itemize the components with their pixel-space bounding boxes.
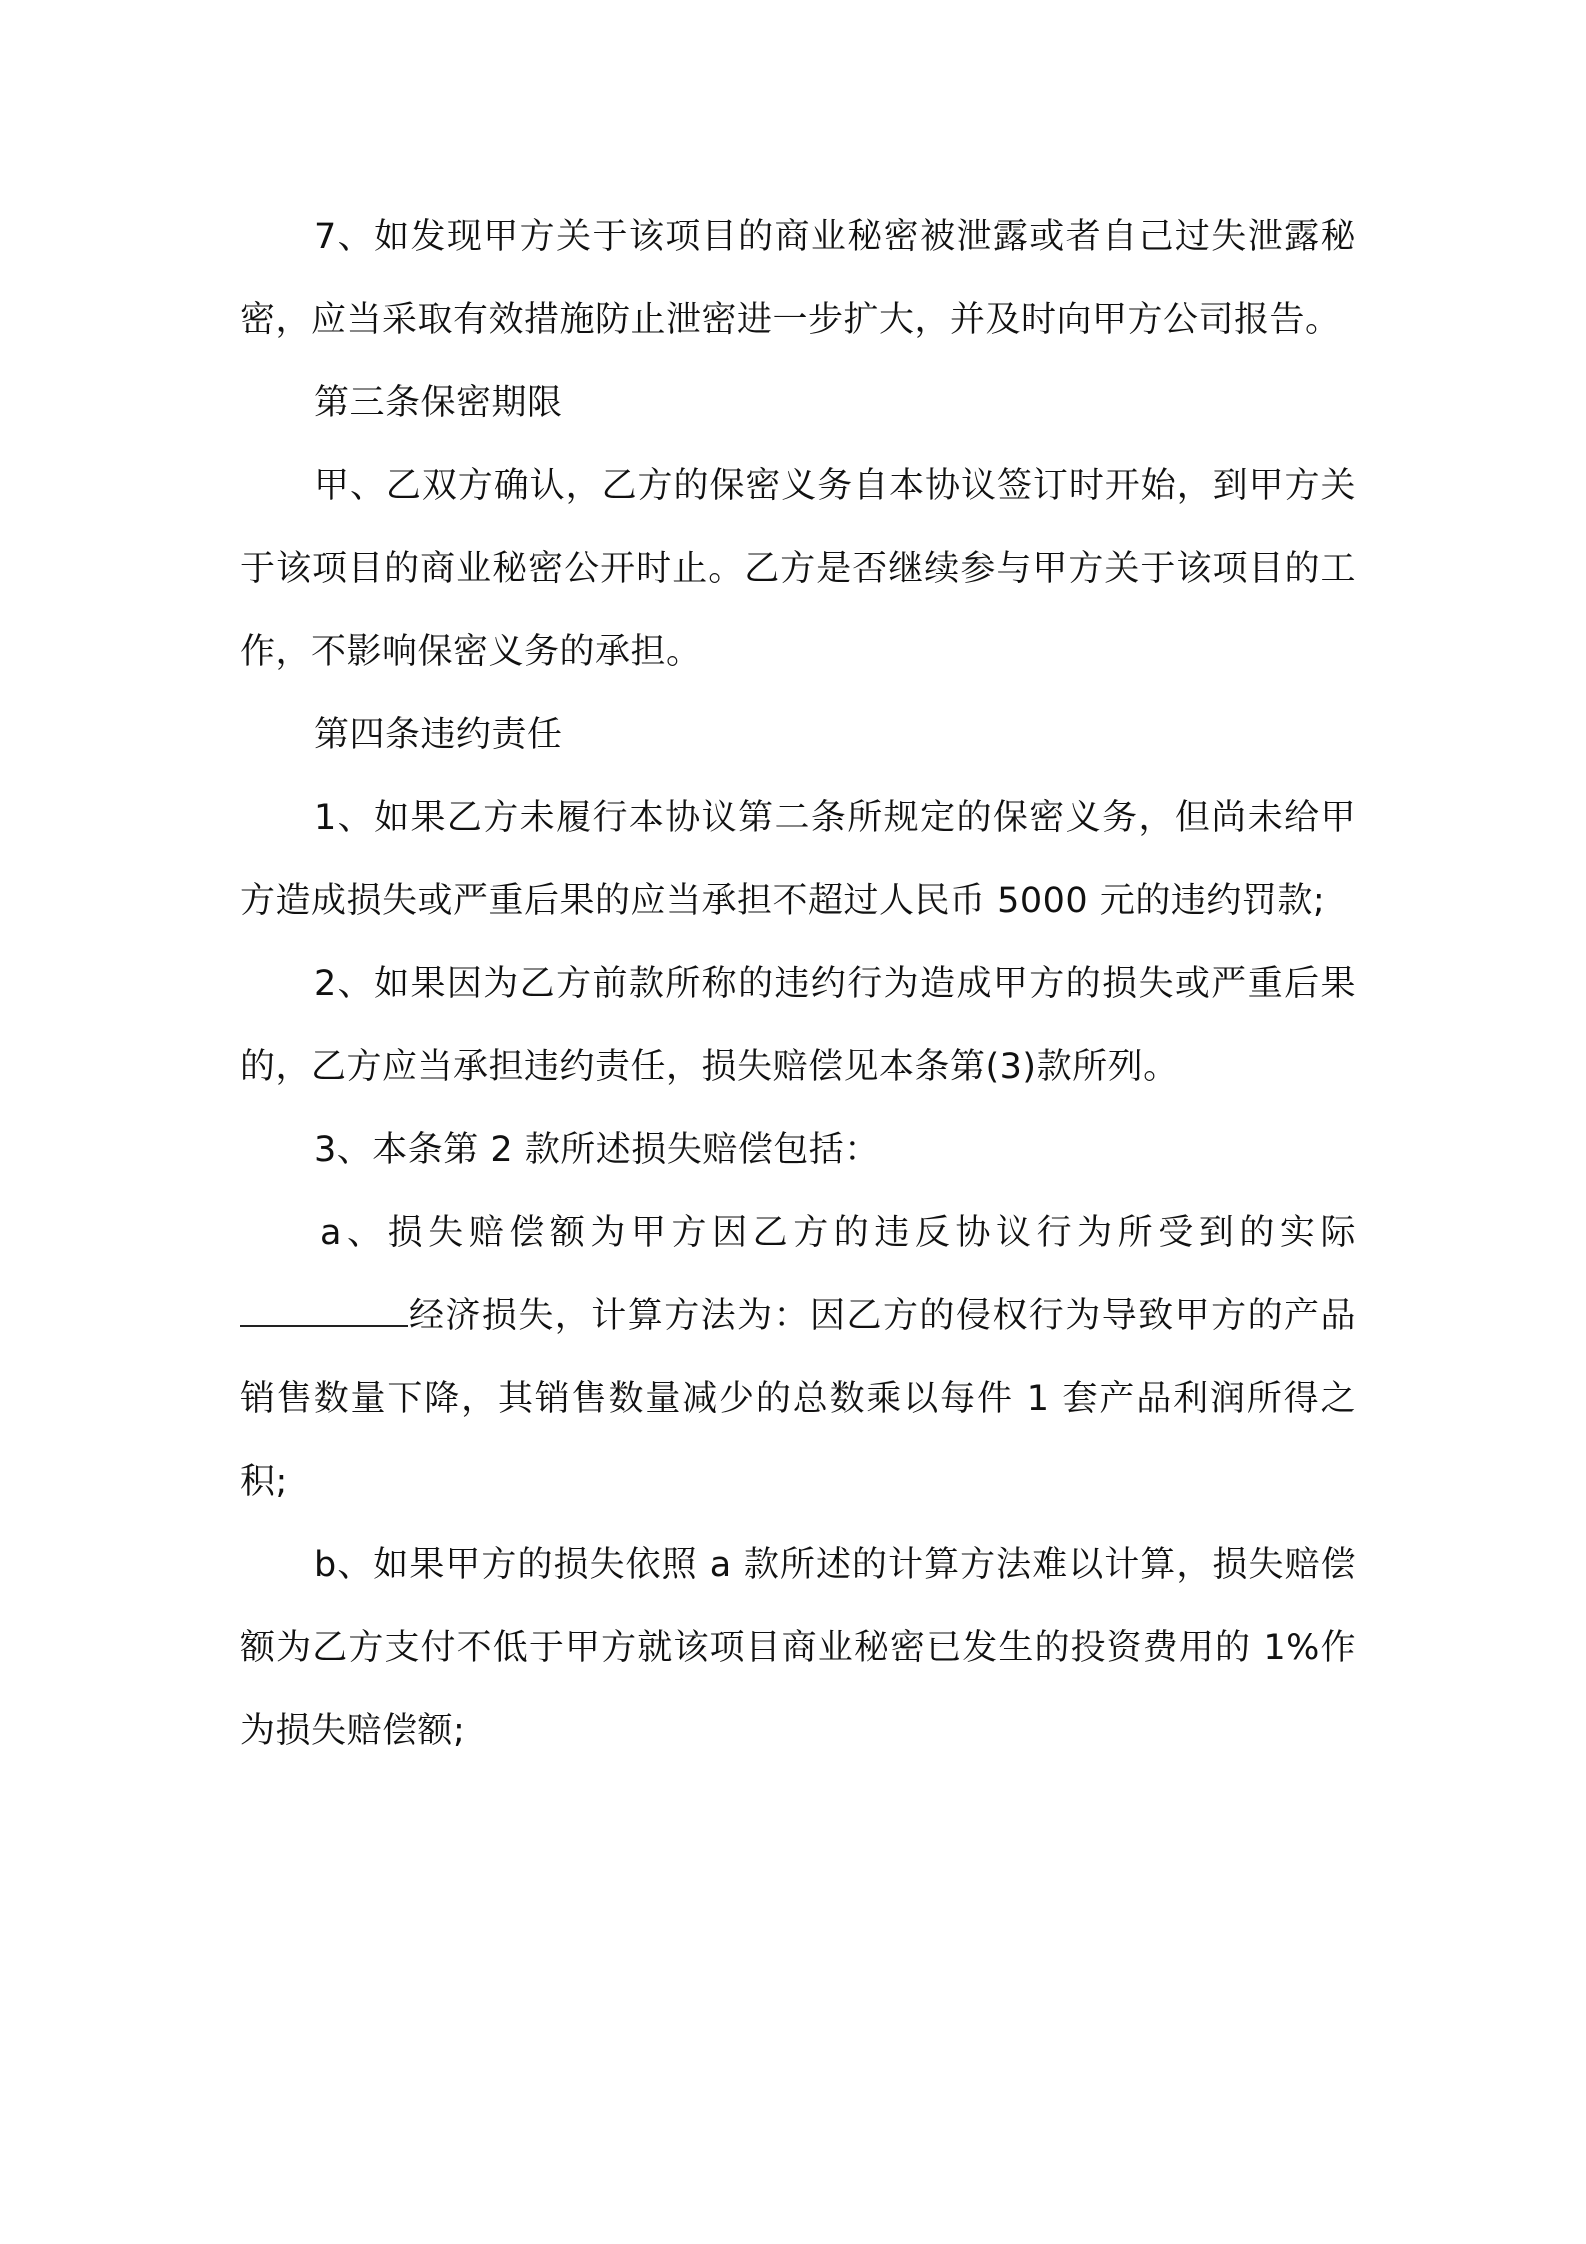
paragraph-breach-2: 2、如果因为乙方前款所称的违约行为造成甲方的损失或严重后果的，乙方应当承担违约责任，损失赔偿见本条第(3)款所列。	[240, 964, 1356, 1087]
clause-a-text: a、损失赔偿额为甲方因乙方的违反协议行为所受到的实际	[320, 1213, 1356, 1253]
paragraph-confidentiality-term: 甲、乙双方确认，乙方的保密义务自本协议签订时开始，到甲方关于该项目的商业秘密公开时止。乙方是否继续参与甲方关于该项目的工作，不影响保密义务的承担。	[240, 466, 1356, 672]
clause-a-continuation: 经济损失，计算方法为：因乙方的侵权行为导致甲方的产品销售数量下降，其销售数量减少的总数乘以每件 1 套产品利润所得之积;	[240, 1296, 1356, 1502]
fill-in-blank-line	[240, 1295, 408, 1327]
paragraph-breach-3: 3、本条第 2 款所述损失赔偿包括：	[314, 1130, 880, 1170]
paragraph-clause-b: b、如果甲方的损失依照 a 款所述的计算方法难以计算，损失赔偿额为乙方支付不低于甲方就该项目商业秘密已发生的投资费用的 1%作为损失赔偿额;	[240, 1545, 1356, 1751]
document-body	[240, 196, 1356, 1773]
section-heading-article-4: 第四条违约责任	[314, 715, 563, 755]
section-heading-article-3: 第三条保密期限	[314, 383, 563, 423]
paragraph-item-7: 7、如发现甲方关于该项目的商业秘密被泄露或者自己过失泄露秘密，应当采取有效措施防止泄密进一步扩大，并及时向甲方公司报告。	[240, 217, 1356, 340]
paragraph-breach-1: 1、如果乙方未履行本协议第二条所规定的保密义务，但尚未给甲方造成损失或严重后果的应当承担不超过人民币 5000 元的违约罚款;	[240, 798, 1356, 921]
paragraph-clause-a	[240, 1192, 1356, 1524]
